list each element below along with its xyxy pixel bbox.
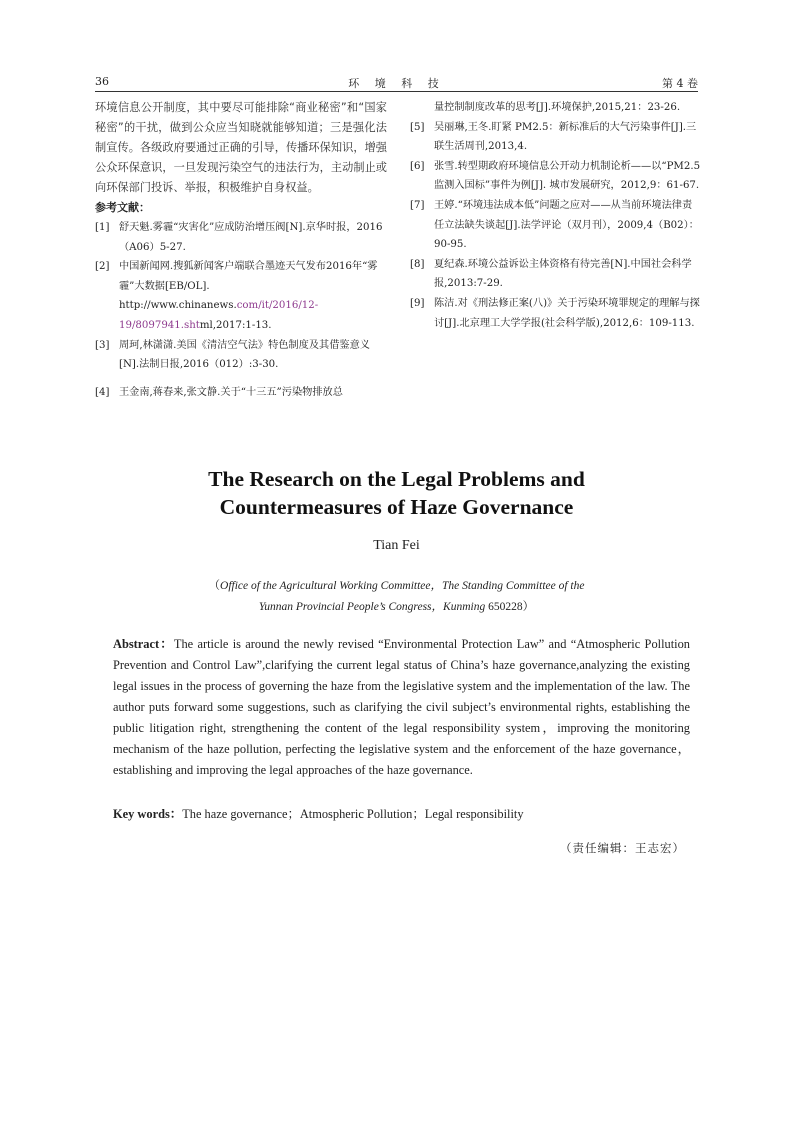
reference-text: 夏纪森.环境公益诉讼主体资格有待完善[N].中国社会科学报,2013:7-29. (434, 258, 692, 290)
reference-item (410, 157, 702, 196)
reference-text: 吴丽琳,王冬.盯紧 PM2.5：新标准后的大气污染事件[J].三联生活周刊,2013,4. (434, 121, 697, 153)
reference-number: [5] (410, 121, 425, 133)
reference-number: [3] (95, 339, 110, 351)
left-column (95, 98, 387, 402)
affiliation-line: Yunnan Provincial People’s Congress，Kunming (258, 601, 486, 613)
conclusion-paragraph: 环境信息公开制度，其中要尽可能排除“商业秘密”和“国家秘密”的干扰，做到公众应当知晓就能够知道；三是强化法制宣传。各级政府要通过正确的引导，传播环保知识，增强公众环保意识，一旦发现污染空气的违法行为，主动制止或向环保部门投诉、举报，积极维护自身权益。 (95, 101, 387, 194)
reference-number: [7] (410, 199, 425, 211)
references-heading: 参考文献： (95, 201, 150, 214)
reference-text: 王金南,蒋春来,张文静.关于“十三五”污染物排放总 (119, 386, 343, 398)
volume-label: 第 4 卷 (662, 77, 698, 90)
reference-item (410, 255, 702, 294)
reference-item (410, 196, 702, 255)
postcode: 650228 (488, 601, 523, 613)
reference-text: 张雪.转型期政府环境信息公开动力机制论析——以“PM2.5 监测入国标”事件为例[J]. 城市发展研究，2012,9：61-67. (434, 160, 701, 192)
reference-text-tail: ml,2017:1-13. (199, 319, 272, 331)
title-line: Countermeasures of Haze Governance (219, 495, 574, 519)
keywords-text: The haze governance；Atmospheric Pollution；Legal responsibility (182, 807, 524, 821)
reference-link[interactable]: com/it/2016/12-19/8097941.sht (119, 300, 319, 331)
keywords (113, 804, 690, 825)
english-title (0, 465, 793, 521)
page-number: 36 (95, 75, 109, 88)
author-affiliation (0, 576, 793, 618)
reference-item (95, 257, 387, 335)
reference-item (410, 294, 702, 333)
editor-note: （责任编辑：王志宏） (560, 841, 685, 855)
abstract-label: Abstract： (113, 637, 174, 651)
reference-item (95, 218, 387, 257)
title-line: The Research on the Legal Problems and (208, 467, 585, 491)
running-header (95, 73, 698, 92)
reference-item (410, 118, 702, 157)
abstract (113, 634, 690, 781)
reference-continuation (410, 98, 702, 118)
reference-text: 舒天魁.雾霾“灾害化”应成防治增压阀[N].京华时报，2016（A06）5-27. (119, 222, 383, 253)
author-name: Tian Fei (373, 538, 420, 553)
reference-number: [4] (95, 386, 110, 398)
keywords-label: Key words： (113, 807, 183, 821)
reference-number: [9] (410, 297, 425, 309)
reference-number: [1] (95, 222, 110, 233)
reference-text: 陈洁.对《刑法修正案(八)》关于污染环境罪规定的理解与探讨[J].北京理工大学学报(社会科学版),2012,6：109-113. (434, 297, 700, 329)
reference-item (95, 336, 387, 375)
paren-open: （ (208, 580, 221, 592)
reference-number: [2] (95, 261, 110, 273)
reference-number: [8] (410, 258, 425, 270)
reference-number: [6] (410, 160, 425, 172)
reference-text: 周珂,林潇潇.美国《清洁空气法》特色制度及其借鉴意义[N].法制日报,2016（012）:3-30. (119, 339, 370, 371)
paren-close: ） (522, 601, 535, 613)
reference-item (95, 383, 387, 403)
abstract-text: The article is around the newly revised “Environmental Protection Law” and “Atmospheric Pollution Prevention and Control Law”,clarifying the current legal status of China’s haze governance,analyzing the existing legal issues in the process of governing the haze from the legislative system and the implementation of the law. The author puts forward some suggestions, such as clarifying the civil subject’s environmental rights, establishing the public litigation right, strengthening the content of the legal responsibility system，improving the monitoring mechanism of the haze pollution, perfecting the legislative system and the enforcement of the haze governance，establishing and improving the legal approaches of the haze governance. (113, 637, 690, 777)
reference-text: 中国新闻网.搜狐新闻客户端联合墨迹天气发布2016年“雾霾”大数据[EB/OL]. http://www.chinanews. (119, 261, 378, 312)
right-column (410, 98, 702, 333)
reference-text: 量控制制度改革的思考[J].环境保护,2015,21：23-26. (434, 102, 681, 113)
reference-text: 王婷.“环境违法成本低”问题之应对——从当前环境法律责任立法缺失谈起[J].法学评论（双月刊），2009,4（B02）：90-95. (434, 199, 699, 251)
affiliation-line: Office of the Agricultural Working Committee，The Standing Committee of the (220, 580, 585, 592)
journal-name: 环 境 科 技 (348, 77, 445, 90)
